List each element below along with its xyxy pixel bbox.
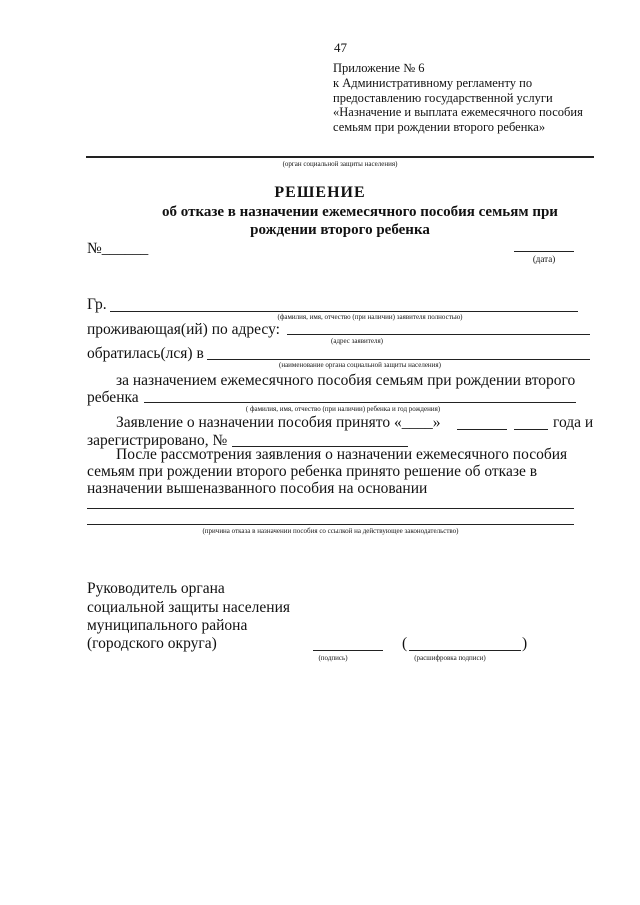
- signature-line: [313, 650, 383, 651]
- decision-number: №______: [87, 240, 149, 257]
- decode-caption: (расшифровка подписи): [414, 654, 486, 662]
- purpose-line: ребенка: [87, 389, 139, 406]
- decode-open-paren: (: [402, 635, 408, 652]
- paragraph-line: семьям при рождении второго ребенка принято решение об отказе в: [87, 463, 538, 480]
- appendix-line: «Назначение и выплата ежемесячного пособия: [333, 105, 583, 119]
- decode-close-paren: ): [522, 635, 528, 652]
- appendix-line: семьям при рождении второго ребенка»: [333, 120, 546, 134]
- child-line: [144, 402, 576, 403]
- page-number: 47: [334, 40, 347, 55]
- registered-label: зарегистрировано, №: [87, 432, 228, 449]
- signature-caption: (подпись): [318, 654, 348, 662]
- accepted-month-line: [457, 429, 507, 430]
- accepted-year-label: года и: [553, 414, 594, 431]
- organ-line: [86, 156, 594, 158]
- appendix-line: Приложение № 6: [333, 61, 425, 75]
- signer-line: (городского округа): [87, 635, 217, 652]
- signer-line: социальной защиты населения: [87, 599, 291, 616]
- accepted-year-line: [514, 429, 548, 430]
- address-line: [287, 334, 590, 335]
- child-caption: ( фамилия, имя, отчество (при наличии) ребенка и год рождения): [245, 405, 441, 413]
- appendix-line: предоставлению государственной услуги: [333, 91, 553, 105]
- purpose-line: за назначением ежемесячного пособия семьям при рождении второго: [116, 372, 576, 389]
- decode-line: [409, 650, 521, 651]
- fio-line: [110, 311, 578, 312]
- address-label: проживающая(ий) по адресу:: [87, 321, 280, 338]
- date-line: [514, 251, 574, 252]
- date-caption: (дата): [532, 254, 556, 264]
- address-caption: (адрес заявителя): [331, 337, 383, 345]
- accepted-text: Заявление о назначении пособия принято «____»: [116, 414, 441, 431]
- fio-caption: (фамилия, имя, отчество (при наличии) заявителя полностью): [277, 313, 463, 321]
- signer-line: муниципального района: [87, 617, 248, 634]
- reason-line: [87, 508, 574, 509]
- document-title: РЕШЕНИЕ: [274, 184, 366, 201]
- signer-line: Руководитель органа: [87, 580, 225, 597]
- reason-caption: (причина отказа в назначении пособия со ссылкой на действующее законодательство): [202, 527, 459, 535]
- citizen-label: Гр.: [87, 296, 107, 313]
- reason-line: [87, 524, 574, 525]
- document-subtitle-line: об отказе в назначении ежемесячного пособия семьям при: [162, 204, 558, 220]
- organ-name-line: [207, 359, 590, 360]
- document-subtitle-line: рождении второго ребенка: [250, 222, 430, 238]
- organ-caption: (орган социальной защиты населения): [282, 160, 398, 168]
- appendix-line: к Административному регламенту по: [333, 76, 533, 90]
- applied-label: обратилась(лся) в: [87, 345, 204, 362]
- paragraph-line: назначении вышеназванного пособия на основании: [87, 480, 428, 497]
- paragraph-line: После рассмотрения заявления о назначении ежемесячного пособия: [116, 446, 568, 463]
- organ-name-caption: (наименование органа социальной защиты населения): [279, 361, 441, 369]
